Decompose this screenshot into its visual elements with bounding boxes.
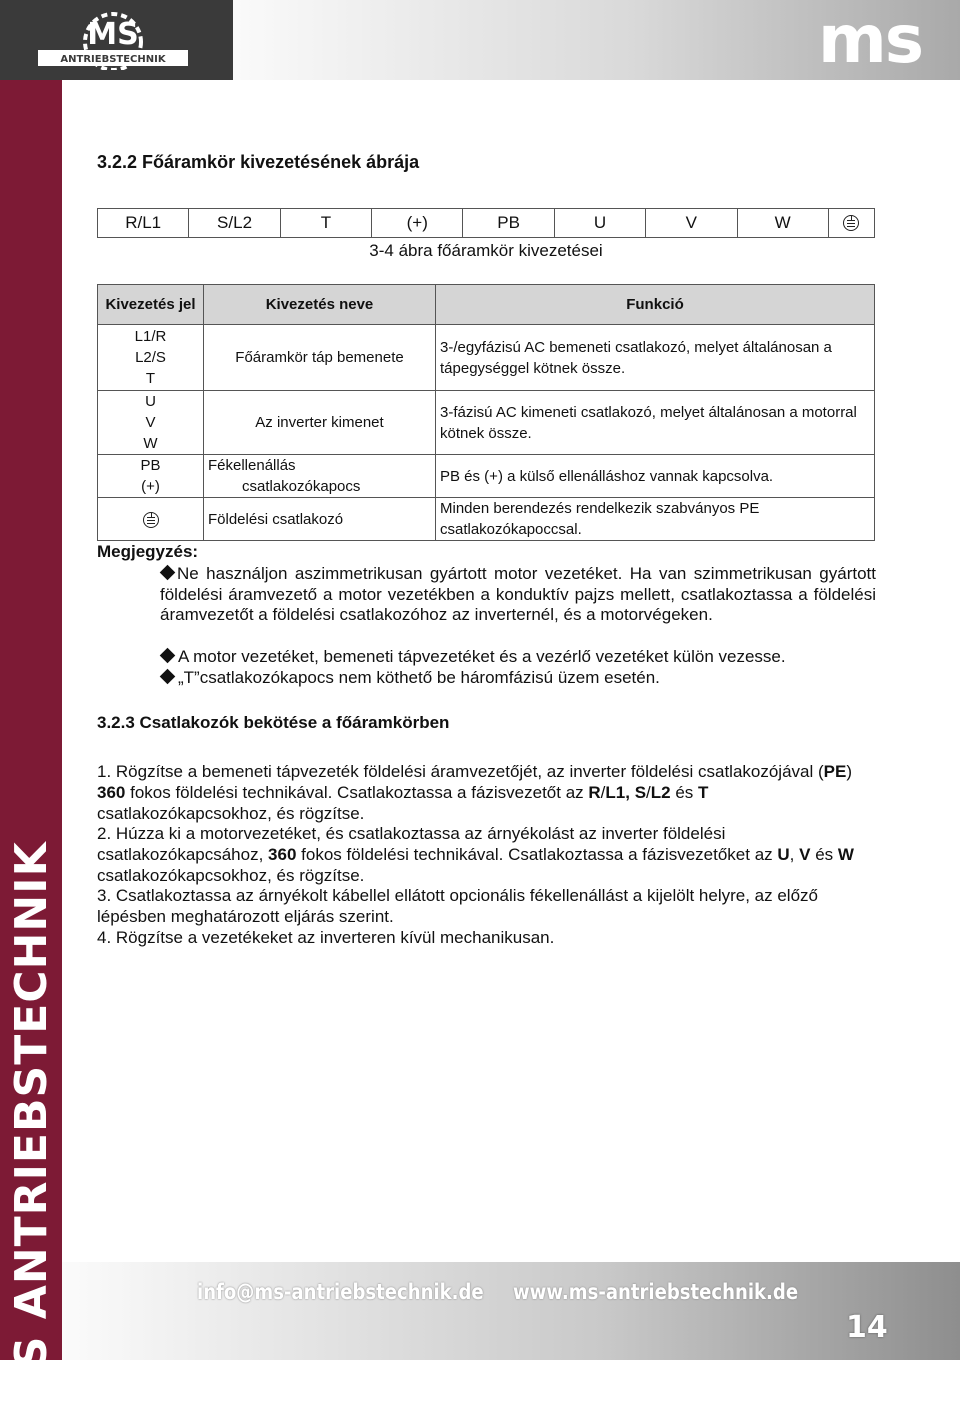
section-title-322: 3.2.2 Főáramkör kivezetésének ábrája	[97, 152, 420, 172]
note-text: A motor vezetéket, bemeneti tápvezetéket és a vezérlő vezetéket külön vezesse.	[178, 647, 786, 666]
ground-icon	[843, 215, 859, 231]
symbol-cell	[98, 498, 204, 541]
terminal-cell: S/L2	[189, 209, 280, 237]
notes-title: Megjegyzés:	[97, 542, 199, 561]
note-item	[160, 647, 876, 668]
logo-text: MS	[87, 17, 139, 52]
col-header-symbol: Kivezetés jel	[98, 285, 204, 325]
footer-email-link[interactable]: info@ms-antriebstechnik.de	[197, 1280, 484, 1304]
text-bold: T	[698, 783, 709, 802]
text-run: fokos földelési technikával. Csatlakoztassa a fázisvezetőt az	[125, 783, 589, 802]
bullet-diamond-icon	[160, 648, 176, 664]
terminal-strip	[97, 208, 875, 238]
terminal-cell: W	[738, 209, 829, 237]
symbol-value: U	[145, 393, 156, 410]
function-cell: 3-/egyfázisú AC bemeneti csatlakozó, melyet általánosan a tápegységgel kötnek össze.	[436, 325, 875, 391]
name-cell: Az inverter kimenet	[204, 391, 436, 455]
terminal-cell: T	[281, 209, 372, 237]
note-item	[160, 564, 876, 626]
text-run: )	[846, 762, 853, 781]
text-bold: R	[588, 783, 601, 802]
sidebar-text: MS ANTRIEBSTECHNIK	[6, 841, 57, 1413]
function-cell: 3-fázisú AC kimeneti csatlakozó, melyet általánosan a motorral kötnek össze.	[436, 391, 875, 455]
text-run: fokos földelési technikával. Csatlakoztassa a fázisvezetőket az	[296, 845, 778, 864]
text-bold: U	[777, 845, 790, 864]
note-item	[160, 668, 876, 689]
terminal-table	[97, 284, 875, 541]
text-bold: PE	[823, 762, 847, 781]
text-bold: L1, S	[605, 783, 647, 802]
text-run: /	[646, 783, 651, 802]
terminal-cell: PB	[463, 209, 554, 237]
paragraph-step2	[97, 823, 877, 886]
paragraph-step1	[97, 761, 877, 824]
text-run: /	[600, 783, 606, 802]
terminal-cell: R/L1	[98, 209, 189, 237]
paragraph-step4: 4. Rögzítse a vezetékeket az inverteren kívül mechanikusan.	[97, 928, 555, 947]
table-row	[98, 325, 875, 391]
bullet-diamond-icon	[160, 565, 176, 581]
text-bold: 360	[97, 783, 126, 802]
right-logo: ms	[818, 1, 923, 78]
symbol-value: W	[143, 435, 158, 452]
figure-caption: 3-4 ábra főáramkör kivezetései	[369, 241, 603, 260]
terminal-cell-ground	[829, 209, 874, 237]
text-run: 1. Rögzítse a bemeneti tápvezeték földelési áramvezetőjét, az inverter földelési csatlakozójával (	[97, 762, 824, 781]
logo-subtext: ANTRIEBSTECHNIK	[60, 54, 166, 65]
symbol-value: PB	[140, 457, 161, 474]
col-header-function: Funkció	[436, 285, 875, 325]
symbol-cell	[98, 391, 204, 455]
text-run: és	[670, 783, 699, 802]
name-line: Fékellenállás	[208, 457, 296, 474]
function-cell: PB és (+) a külső ellenálláshoz vannak kapcsolva.	[436, 455, 875, 498]
page-number: 14	[846, 1310, 888, 1345]
symbol-value: (+)	[141, 478, 160, 495]
table-row	[98, 498, 875, 541]
symbol-cell	[98, 455, 204, 498]
name-cell: Földelési csatlakozó	[204, 498, 436, 541]
symbol-cell	[98, 325, 204, 391]
terminal-cell: (+)	[372, 209, 463, 237]
note-text: „T”csatlakozókapocs nem köthető be háromfázisú üzem esetén.	[178, 668, 660, 687]
text-bold: V	[799, 845, 811, 864]
paragraph-step3: 3. Csatlakoztassa az árnyékolt kábellel ellátott opcionális fékellenállást a kijelölt helyre, az előző lépésben meghatározott eljárás szerint.	[97, 886, 818, 926]
name-cell: Főáramkör táp bemenete	[204, 325, 436, 391]
terminal-cell: U	[555, 209, 646, 237]
text-run: 2. Húzza ki a motorvezetéket, és csatlakoztassa az árnyékolást az inverter földelési csatlakozókapcsához,	[97, 824, 726, 864]
text-bold: 360	[268, 845, 297, 864]
function-cell: Minden berendezés rendelkezik szabványos PE csatlakozókapoccsal.	[436, 498, 875, 541]
name-line: csatlakozókapocs	[242, 478, 361, 495]
footer-website-link[interactable]: www.ms-antriebstechnik.de	[513, 1280, 799, 1304]
symbol-value: T	[145, 370, 156, 387]
ground-icon	[143, 512, 159, 528]
ms-logo	[28, 8, 198, 70]
text-bold: L2	[650, 783, 671, 802]
text-run: csatlakozókapcsokhoz, és rögzítse.	[97, 804, 365, 823]
table-header-row	[98, 285, 875, 325]
terminal-cell: V	[646, 209, 737, 237]
table-row	[98, 391, 875, 455]
text-bold: W	[837, 845, 854, 864]
text-run: csatlakozókapcsokhoz, és rögzítse.	[97, 866, 365, 885]
col-header-name: Kivezetés neve	[204, 285, 436, 325]
name-cell	[204, 455, 436, 498]
symbol-value: L2/S	[135, 349, 166, 366]
table-row	[98, 455, 875, 498]
symbol-value: V	[145, 414, 156, 431]
footer-band	[62, 1262, 960, 1360]
text-run: és	[810, 845, 838, 864]
note-text: Ne használjon aszimmetrikusan gyártott motor vezetéket. Ha van szimmetrikusan gyártott földelési áramvezető a motor vezetékben a konduktív pajzs mellett, csatlakoztassa a földelési áramvezetőt a földelési csatlakozóhoz az inverternél, és a motorvégeken.	[160, 564, 876, 624]
symbol-value: L1/R	[134, 328, 167, 345]
text-run: ,	[789, 845, 800, 864]
bullet-diamond-icon	[160, 669, 176, 685]
section-title-323: 3.2.3 Csatlakozók bekötése a főáramkörben	[97, 713, 450, 732]
